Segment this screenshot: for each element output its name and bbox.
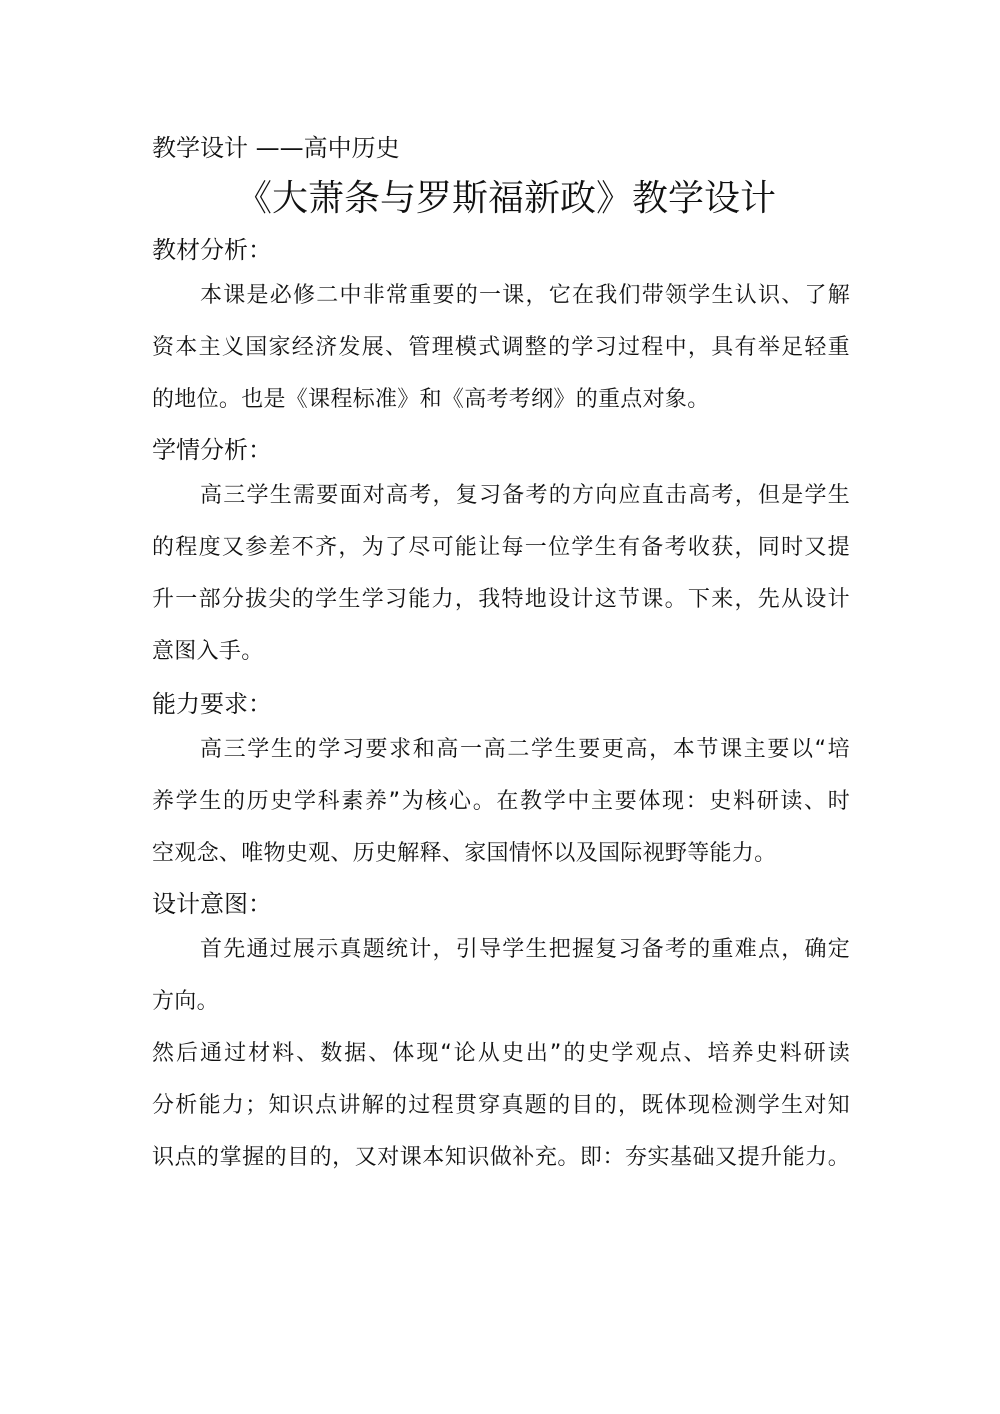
section-ability-requirements (152, 684, 850, 880)
paragraph (152, 470, 850, 678)
paragraph (152, 1028, 850, 1184)
paragraph-line: 资本主义国家经济发展、管理模式调整的学习过程中，具有举足轻重 (152, 335, 850, 360)
section-design-intent (152, 884, 850, 1184)
document-page (152, 128, 850, 1184)
paragraph-line: 养学生的历史学科素养”为核心。在教学中主要体现：史料研读、时 (152, 789, 850, 814)
paragraph-line: 高三学生的学习要求和高一高二学生要更高，本节课主要以“培 (200, 737, 850, 762)
paragraph (152, 924, 850, 1028)
document-title: 《大萧条与罗斯福新政》教学设计 (235, 178, 776, 219)
paragraph-line: 分析能力；知识点讲解的过程贯穿真题的目的，既体现检测学生对知 (152, 1093, 850, 1118)
section-heading: 能力要求： (152, 690, 272, 718)
section-heading: 学情分析： (152, 436, 272, 464)
subject-line: 教学设计 ——高中历史 (152, 134, 400, 162)
paragraph-line: 意图入手。 (152, 639, 264, 664)
paragraph-line: 然后通过材料、数据、体现“论从史出”的史学观点、培养史料研读 (152, 1041, 850, 1066)
paragraph-line: 高三学生需要面对高考，复习备考的方向应直击高考，但是学生 (200, 483, 850, 508)
paragraph-line: 方向。 (152, 989, 219, 1014)
paragraph-line: 首先通过展示真题统计，引导学生把握复习备考的重难点，确定 (200, 937, 850, 962)
paragraph-line: 的程度又参差不齐，为了尽可能让每一位学生有备考收获，同时又提 (152, 535, 850, 560)
paragraph-line: 的地位。也是《课程标准》和《高考考纲》的重点对象。 (152, 387, 710, 412)
paragraph-line: 本课是必修二中非常重要的一课，它在我们带领学生认识、了解 (200, 283, 850, 308)
paragraph-line: 升一部分拔尖的学生学习能力，我特地设计这节课。下来，先从设计 (152, 587, 850, 612)
paragraph-line: 空观念、唯物史观、历史解释、家国情怀以及国际视野等能力。 (152, 841, 777, 866)
paragraph (152, 270, 850, 426)
paragraph-line: 识点的掌握的目的，又对课本知识做补充。即：夯实基础又提升能力。 (152, 1145, 850, 1170)
paragraph (152, 724, 850, 880)
section-student-analysis (152, 430, 850, 678)
section-heading: 设计意图： (152, 890, 272, 918)
section-textbook-analysis (152, 230, 850, 426)
section-heading: 教材分析： (152, 236, 272, 264)
